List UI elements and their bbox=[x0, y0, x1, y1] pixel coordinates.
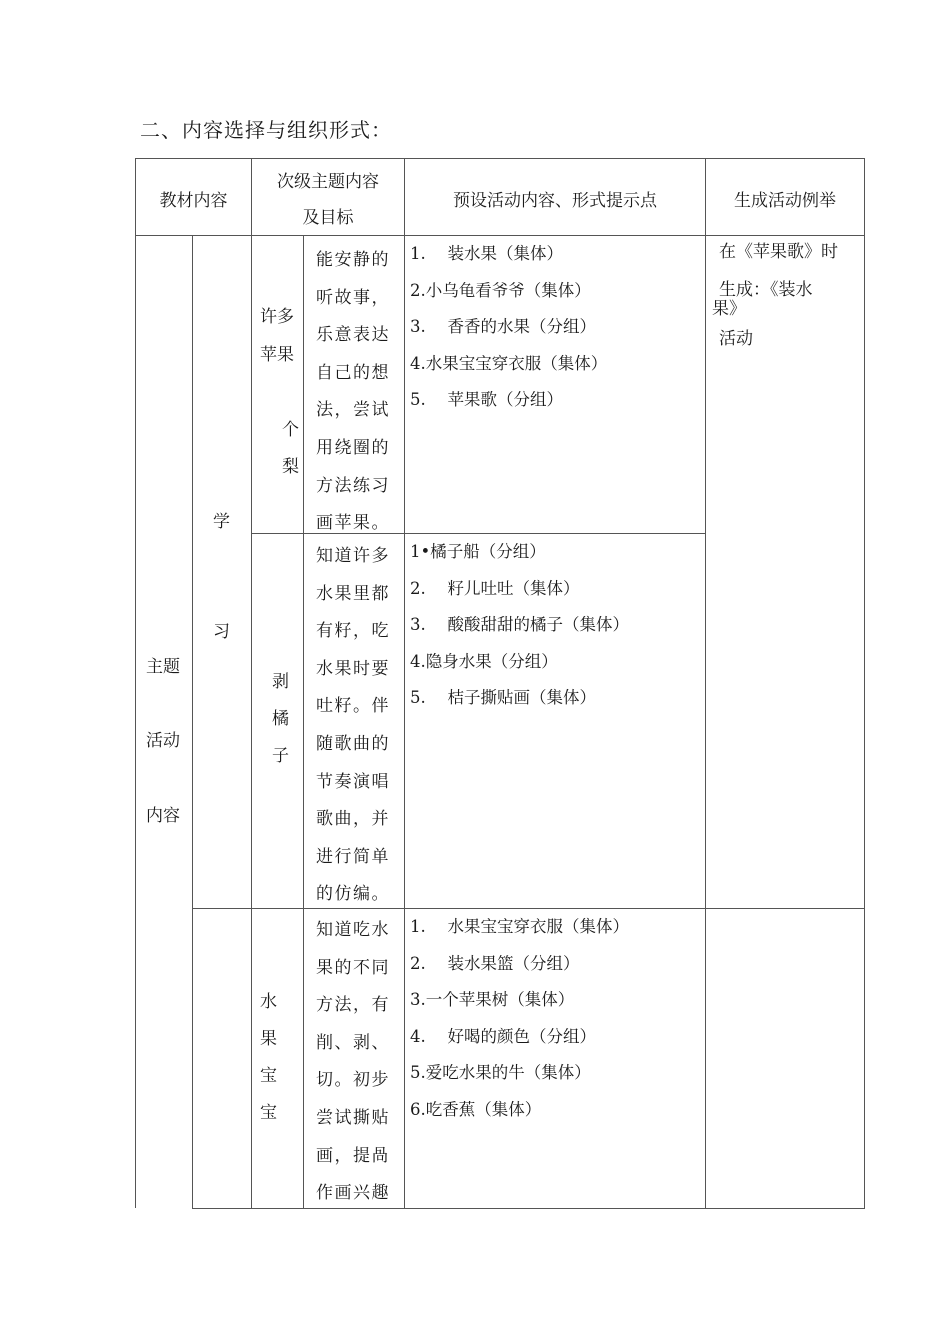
section-heading: 二、内容选择与组织形式： bbox=[140, 118, 392, 142]
goal-line: 尝试撕贴 bbox=[316, 1107, 390, 1128]
goal-line: 听故事， bbox=[316, 287, 390, 308]
row3-activities bbox=[410, 909, 629, 1129]
table-border-top bbox=[135, 158, 865, 159]
row2-topic-2: 橘 bbox=[272, 709, 289, 729]
table-border-right bbox=[864, 158, 865, 1208]
category-label-1: 学 bbox=[213, 512, 230, 532]
header-sub-theme-line2: 及目标 bbox=[302, 208, 354, 228]
goal-line: 水果里都 bbox=[316, 583, 390, 604]
goal-line: 水果时要 bbox=[316, 658, 390, 679]
category-label-2: 习 bbox=[213, 622, 230, 642]
goal-line: 歌曲，并 bbox=[316, 809, 390, 830]
activity-item: 1. 装水果（集体） bbox=[410, 244, 563, 263]
goal-line: 随歌曲的 bbox=[316, 733, 390, 754]
left-label-1: 主题 bbox=[146, 657, 180, 677]
generated-line: 在《苹果歌》时 bbox=[719, 242, 838, 262]
activity-item: 5. 苹果歌（分组） bbox=[410, 390, 563, 410]
header-sub-theme-line1: 次级主题内容 bbox=[277, 172, 379, 192]
goal-line: 用绕圈的 bbox=[316, 437, 390, 458]
goal-line: 有籽，吃 bbox=[316, 621, 390, 642]
col-divider-topic bbox=[251, 158, 252, 1208]
row2-goal bbox=[316, 538, 406, 914]
activity-item: 4. 好喝的颜色（分组） bbox=[410, 1026, 596, 1046]
activity-item: 2.小乌龟看爷爷（集体） bbox=[410, 280, 591, 300]
row1-goal bbox=[316, 242, 406, 543]
activity-item: 5.爱吃水果的牛（集体） bbox=[410, 1063, 591, 1083]
row1-generated bbox=[712, 238, 838, 354]
activity-item: 1. 水果宝宝穿衣服（集体） bbox=[410, 917, 629, 936]
row1-activities bbox=[410, 236, 607, 419]
goal-line: 知道吃水 bbox=[316, 920, 390, 940]
activity-item: 4.水果宝宝穿衣服（集体） bbox=[410, 353, 608, 373]
table-border-bottom bbox=[192, 1208, 865, 1209]
activity-item: 2. 籽儿吐吐（集体） bbox=[410, 578, 580, 598]
goal-line: 画苹果。 bbox=[316, 513, 390, 534]
goal-line: 削、剥、 bbox=[316, 1032, 390, 1053]
activity-item: 2. 装水果篮（分组） bbox=[410, 953, 580, 973]
generated-line: 活动 bbox=[719, 329, 753, 349]
header-material: 教材内容 bbox=[159, 191, 228, 211]
activity-item: 3. 香香的水果（分组） bbox=[410, 317, 596, 337]
row3-topic-1: 水 bbox=[260, 992, 277, 1012]
row3-goal bbox=[316, 912, 406, 1213]
goal-line: 方法练习 bbox=[316, 475, 390, 496]
col-divider-goal bbox=[303, 235, 304, 1208]
goal-line: 节奏演唱 bbox=[316, 771, 390, 792]
table-border-left bbox=[135, 158, 136, 1208]
goal-line: 画，提咼 bbox=[316, 1145, 390, 1166]
row2-topic-3: 子 bbox=[272, 746, 289, 766]
col-divider-category bbox=[192, 235, 193, 1208]
row1-topic-1: 许多 bbox=[260, 307, 294, 327]
goal-line: 果的不同 bbox=[316, 957, 390, 978]
goal-line: 法，尝试 bbox=[316, 400, 390, 421]
goal-line: 切。初步 bbox=[316, 1070, 390, 1091]
row2-topic-1: 剥 bbox=[272, 672, 289, 692]
activity-item: 3. 酸酸甜甜的橘子（集体） bbox=[410, 615, 629, 635]
activity-item: 3.一个苹果树（集体） bbox=[410, 990, 575, 1010]
left-label-3: 内容 bbox=[146, 806, 180, 826]
row3-topic-4: 宝 bbox=[260, 1103, 277, 1123]
col-divider-generated bbox=[705, 158, 706, 1208]
row1-topic-4: 梨 bbox=[282, 457, 299, 477]
goal-line: 方法，有 bbox=[316, 995, 390, 1016]
activity-item: 4.隐身水果（分组） bbox=[410, 651, 558, 671]
goal-line: 能安静的 bbox=[316, 250, 390, 270]
row2-activities bbox=[410, 534, 629, 717]
row3-topic-3: 宝 bbox=[260, 1066, 277, 1086]
left-label-2: 活动 bbox=[146, 731, 180, 751]
activity-item: 6.吃香蕉（集体） bbox=[410, 1099, 542, 1119]
row1-topic-3: 个 bbox=[282, 420, 299, 440]
activity-item: 5. 桔子撕贴画（集体） bbox=[410, 688, 596, 708]
goal-line: 吐籽。伴 bbox=[316, 696, 390, 717]
goal-line: 进行简单 bbox=[316, 846, 390, 867]
generated-line: 生成：《装水 bbox=[719, 280, 813, 300]
row1-topic-2: 苹果 bbox=[260, 345, 294, 365]
goal-line: 自己的想 bbox=[316, 362, 390, 383]
header-preset: 预设活动内容、形式提示点 bbox=[453, 191, 657, 211]
activity-item: 1•橘子船（分组） bbox=[410, 542, 546, 561]
generated-line: 果》 bbox=[712, 299, 746, 319]
goal-line: 乐意表达 bbox=[316, 325, 390, 346]
goal-line: 知道许多 bbox=[316, 546, 390, 566]
row3-topic-2: 果 bbox=[260, 1029, 277, 1049]
header-generated: 生成活动例举 bbox=[734, 191, 836, 211]
goal-line: 的仿编。 bbox=[316, 884, 390, 905]
goal-line: 作画兴趣 bbox=[316, 1183, 390, 1204]
